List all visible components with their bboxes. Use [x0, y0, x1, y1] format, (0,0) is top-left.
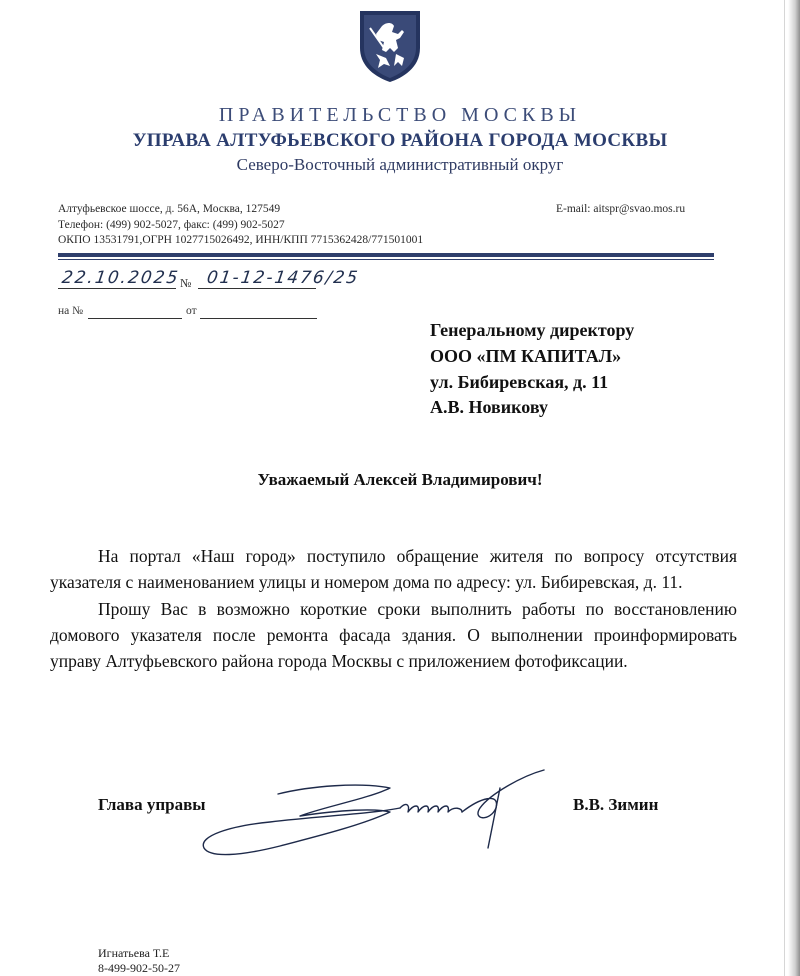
handwritten-date: 22.10.2025: [60, 268, 181, 288]
moscow-coat-of-arms-icon: [356, 8, 424, 84]
executor-phone: 8-499-902-50-27: [98, 961, 180, 975]
signatory-name: В.В. Зимин: [573, 795, 659, 814]
number-underline: [198, 288, 316, 289]
signatory-title: Глава управы: [98, 795, 206, 814]
uprava-name: УПРАВА АЛТУФЬЕВСКОГО РАЙОНА ГОРОДА МОСКВЫ: [132, 130, 668, 151]
reference-date-label: от: [186, 305, 197, 317]
header-divider-thick: [58, 253, 714, 257]
recipient-position: Генеральному директору: [430, 320, 635, 340]
handwritten-signature: [200, 768, 550, 876]
handwritten-number: 01-12-1476/25: [205, 268, 361, 288]
okrug-name: Северо-Восточный административный округ: [236, 155, 564, 174]
reference-number-blank: [88, 318, 182, 319]
body-paragraph-1: На портал «Наш город» поступило обращение жителя по вопросу отсутствия указателя с наименованием улицы и номером дома по адресу: ул. Бибиревская, д. 11.: [50, 546, 737, 592]
body-paragraph-2: Прошу Вас в возможно короткие сроки выполнить работы по восстановлению домового указателя после ремонта фасада здания. О выполнении проинформировать управу Алтуфьевского района города Москвы с приложением фотофиксации.: [50, 599, 737, 671]
address-line: Алтуфьевское шоссе, д. 56А, Москва, 127549: [58, 203, 281, 215]
header-divider-thin: [58, 259, 714, 260]
salutation: Уважаемый Алексей Владимирович!: [257, 470, 543, 489]
email-line: E-mail: aitspr@svao.mos.ru: [556, 203, 686, 215]
phone-line: Телефон: (499) 902-5027, факс: (499) 902-5027: [58, 219, 285, 231]
registry-codes: ОКПО 13531791,ОГРН 1027715026492, ИНН/КПП 7715362428/771501001: [58, 234, 424, 246]
executor-name: Игнатьева Т.Е: [98, 946, 170, 960]
number-label: №: [180, 276, 192, 290]
government-name: ПРАВИТЕЛЬСТВО МОСКВЫ: [218, 104, 582, 126]
date-underline: [58, 288, 176, 289]
recipient-company: ООО «ПМ КАПИТАЛ»: [430, 346, 622, 366]
recipient-address: ул. Бибиревская, д. 11: [430, 372, 609, 392]
reference-number-label: на №: [58, 305, 84, 317]
reference-date-blank: [200, 318, 317, 319]
recipient-name: А.В. Новикову: [430, 397, 548, 417]
